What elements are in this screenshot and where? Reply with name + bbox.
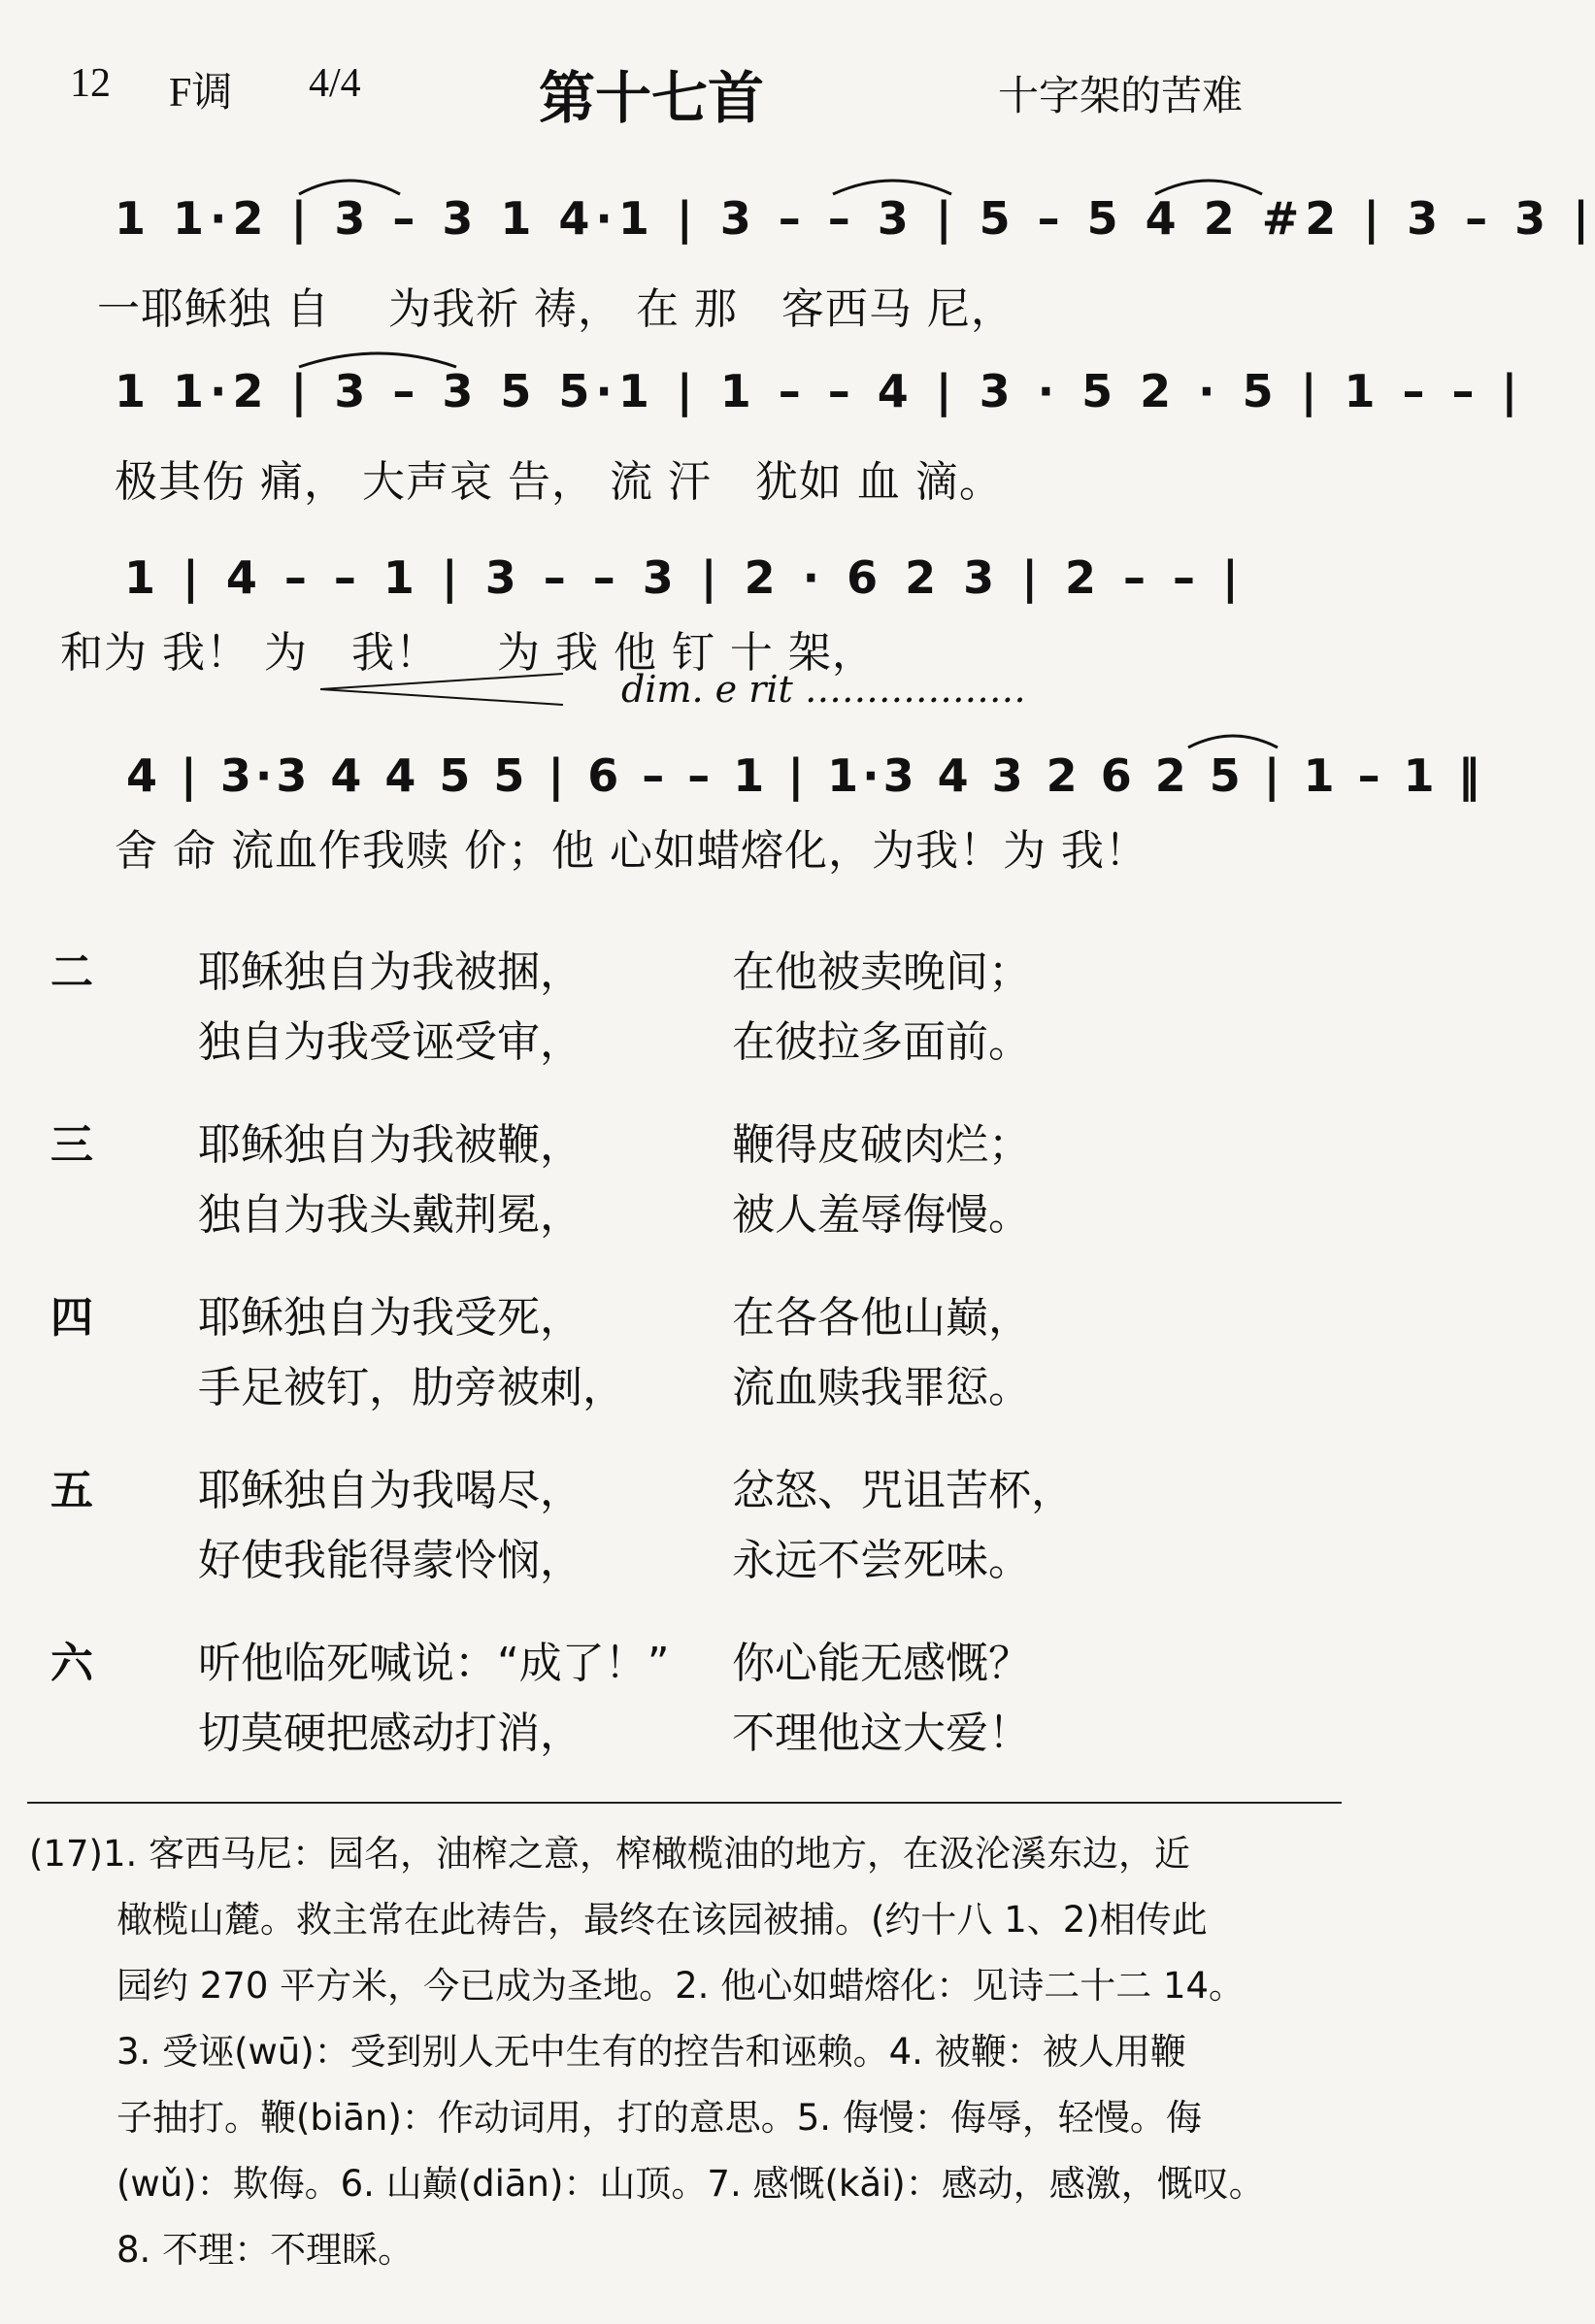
- verse-line: 忿怒、咒诅苦杯，: [732, 1466, 1074, 1515]
- score-line-1: [0, 165, 1595, 272]
- verse-line: 耶稣独自为我被捆，: [198, 947, 582, 997]
- footnote-line: 园约 270 平方米，今已成为圣地。2. 他心如蜡熔化：见诗二十二 14。: [116, 1965, 1246, 2007]
- verse-line: 在彼拉多面前。: [732, 1017, 1031, 1067]
- score-line-4: [0, 720, 1484, 827]
- footnote-line: 橄榄山麓。救主常在此祷告，最终在该园被捕。(约十八 1、2)相传此: [116, 1899, 1208, 1941]
- slurs-line-1: [0, 165, 1359, 272]
- hymn-number: 12: [70, 61, 111, 106]
- decrescendo-hairpin: [320, 670, 573, 709]
- time-signature: 4/4: [309, 61, 361, 106]
- verse-number: 二: [50, 947, 93, 997]
- notation-line-2: 1 1·2 | 3 – 3 5 5·1 | 1 – – 4 | 3 · 5 2 · 5 | 1 – – |: [115, 365, 1524, 417]
- footnote-line: 3. 受诬(wū)：受到别人无中生有的控告和诬赖。4. 被鞭：被人用鞭: [116, 2031, 1186, 2073]
- footnote-line: (17)1. 客西马尼：园名，油榨之意，榨橄榄油的地方，在汲沦溪东边，近: [29, 1833, 1191, 1875]
- verse-number: 五: [50, 1466, 93, 1515]
- verse-number: 六: [50, 1639, 93, 1688]
- verse-line: 耶稣独自为我被鞭，: [198, 1120, 582, 1170]
- verse-line: 流血赎我罪愆。: [732, 1363, 1031, 1412]
- page-title: 第十七首: [539, 65, 765, 131]
- verse-line: 听他临死喊说：“成了！”: [198, 1639, 670, 1688]
- slurs-line-4: [0, 720, 1359, 827]
- footnote-line: 子抽打。鞭(biān)：作动词用，打的意思。5. 侮慢：侮辱，轻慢。侮: [116, 2097, 1202, 2139]
- verse-line: 不理他这大爱！: [732, 1709, 1031, 1758]
- verse-line: 耶稣独自为我受死，: [198, 1293, 582, 1343]
- footnote-divider: [27, 1802, 1342, 1804]
- footnote-line: 8. 不理：不理睬。: [116, 2229, 415, 2271]
- score-line-3: [0, 524, 1359, 631]
- expression-marking: dim. e rit ………………: [621, 668, 1026, 711]
- verse-line: 切莫硬把感动打消，: [198, 1709, 582, 1758]
- key-signature: F调: [169, 71, 233, 116]
- lyric-line-2: 极其伤 痛， 大声哀 告， 流 汗 犹如 血 滴。: [115, 457, 1003, 507]
- slurs-line-2: [0, 338, 1359, 445]
- footnote-line: (wǔ)：欺侮。6. 山巅(diān)：山顶。7. 感慨(kǎi)：感动，感激，慨叹。: [116, 2163, 1265, 2205]
- verse-line: 好使我能得蒙怜悯，: [198, 1536, 582, 1585]
- lyric-line-3: 和为 我！ 为 我！ 为 我 他 钉 十 架，: [60, 628, 876, 678]
- verse-line: 在他被卖晚间；: [732, 947, 1031, 997]
- lyric-line-1: 一耶稣独 自 为我祈 祷， 在 那 客西马 尼，: [97, 284, 1014, 334]
- notation-line-3: 1 | 4 – – 1 | 3 – – 3 | 2 · 6 2 3 | 2 – – |: [124, 551, 1245, 604]
- verse-number: 三: [50, 1120, 93, 1170]
- verse-line: 独自为我头戴荆冕，: [198, 1190, 582, 1240]
- verse-line: 被人羞辱侮慢。: [732, 1190, 1031, 1240]
- score-line-2: [0, 338, 1524, 445]
- lyric-line-4: 舍 命 流血作我赎 价；他 心如蜡熔化，为我！为 我！: [115, 826, 1148, 876]
- verse-line: 鞭得皮破肉烂；: [732, 1120, 1031, 1170]
- notation-line-1: 1 1·2 | 3 – 3 1 4·1 | 3 – – 3 | 5 – 5 4 2 #2 | 3 – 3 |: [115, 192, 1595, 245]
- verse-line: 独自为我受诬受审，: [198, 1017, 582, 1067]
- verse-line: 耶稣独自为我喝尽，: [198, 1466, 582, 1515]
- hymn-subtitle: 十字架的苦难: [998, 72, 1244, 119]
- verse-line: 永远不尝死味。: [732, 1536, 1031, 1585]
- notation-line-4: 4 | 3·3 4 4 5 5 | 6 – – 1 | 1·3 4 3 2 6 2 5 | 1 – 1 ‖: [126, 749, 1484, 802]
- verse-number: 四: [50, 1293, 93, 1343]
- verse-line: 手足被钉，肋旁被刺，: [198, 1363, 625, 1412]
- verse-line: 在各各他山巅，: [732, 1293, 1031, 1343]
- verse-line: 你心能无感慨？: [732, 1639, 1031, 1688]
